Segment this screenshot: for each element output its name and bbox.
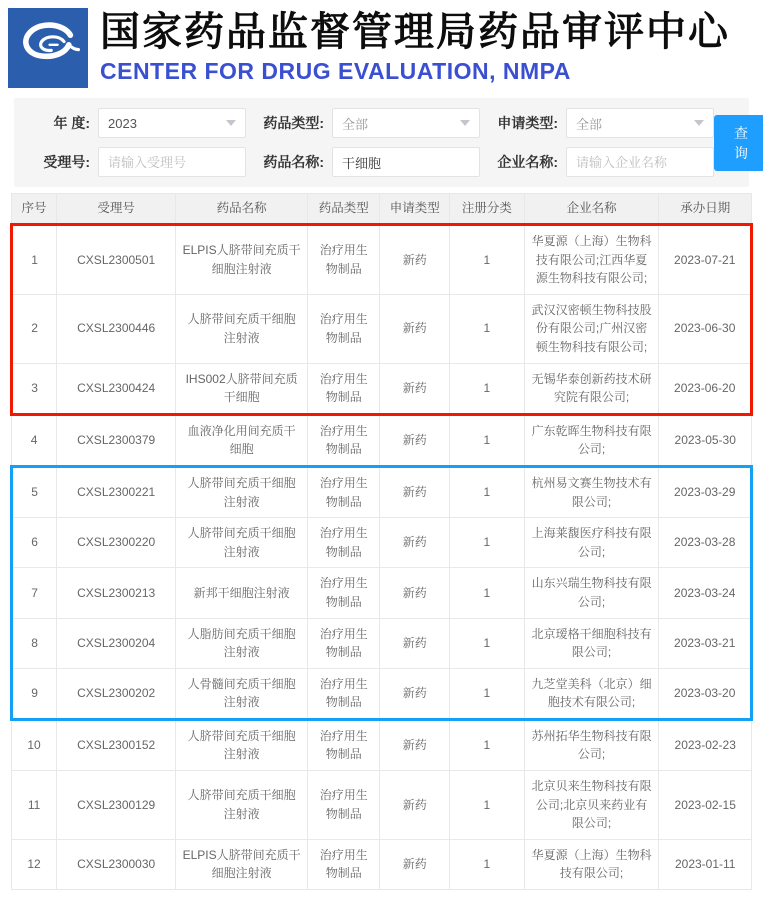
column-header: 注册分类 (450, 194, 525, 225)
search-panel (14, 98, 752, 187)
cell-company: 上海莱馥医疗科技有限公司; (524, 518, 659, 568)
cell-drug-type: 治疗用生物制品 (307, 568, 380, 618)
row-group-red (12, 225, 752, 415)
company-input[interactable] (566, 147, 714, 177)
cell-drug-name: IHS002人脐带间充质干细胞 (176, 363, 308, 414)
drug-name-input[interactable] (332, 147, 480, 177)
cell-date: 2023-03-21 (659, 618, 752, 668)
cell-drug-name: ELPIS人脐带间充质干细胞注射液 (176, 225, 308, 295)
cell-apply-type: 新药 (380, 466, 450, 517)
drug-type-select[interactable] (332, 108, 480, 138)
query-button-area (714, 115, 763, 171)
cell-no: 5 (12, 466, 57, 517)
field-apply-type (494, 108, 714, 138)
cell-company: 苏州拓华生物科技有限公司; (524, 719, 659, 770)
row-group-none (12, 414, 752, 466)
cell-reg-class: 1 (450, 414, 525, 466)
cell-drug-type: 治疗用生物制品 (307, 294, 380, 363)
cell-date: 2023-07-21 (659, 225, 752, 295)
site-header (0, 0, 763, 94)
field-company-name (494, 147, 714, 177)
cell-acceptance-no: CXSL2300446 (57, 294, 176, 363)
cell-reg-class: 1 (450, 668, 525, 719)
search-form (26, 108, 714, 177)
table-row (12, 294, 752, 363)
cell-apply-type: 新药 (380, 294, 450, 363)
cell-date: 2023-05-30 (659, 414, 752, 466)
cell-drug-type: 治疗用生物制品 (307, 771, 380, 840)
cell-acceptance-no: CXSL2300379 (57, 414, 176, 466)
cell-company: 华夏源（上海）生物科技有限公司;江西华夏源生物科技有限公司; (524, 225, 659, 295)
cell-no: 2 (12, 294, 57, 363)
cell-drug-type: 治疗用生物制品 (307, 466, 380, 517)
cell-drug-name: 人脐带间充质干细胞注射液 (176, 466, 308, 517)
cell-acceptance-no: CXSL2300213 (57, 568, 176, 618)
table-row (12, 719, 752, 770)
cell-acceptance-no: CXSL2300220 (57, 518, 176, 568)
cell-apply-type: 新药 (380, 618, 450, 668)
cell-apply-type: 新药 (380, 719, 450, 770)
table-row (12, 771, 752, 840)
row-group-blue (12, 466, 752, 719)
year-select-value: 2023 (108, 115, 137, 131)
cell-reg-class: 1 (450, 839, 525, 889)
cell-reg-class: 1 (450, 225, 525, 295)
cell-drug-name: 新邦干细胞注射液 (176, 568, 308, 618)
cell-apply-type: 新药 (380, 518, 450, 568)
cell-acceptance-no: CXSL2300129 (57, 771, 176, 840)
field-drug-name (260, 147, 480, 177)
table-row (12, 568, 752, 618)
cell-acceptance-no: CXSL2300202 (57, 668, 176, 719)
cell-apply-type: 新药 (380, 839, 450, 889)
cell-no: 6 (12, 518, 57, 568)
chevron-down-icon (226, 120, 236, 126)
cell-apply-type: 新药 (380, 568, 450, 618)
cell-drug-type: 治疗用生物制品 (307, 225, 380, 295)
cell-drug-name: 血液净化用间充质干细胞 (176, 414, 308, 466)
cell-drug-type: 治疗用生物制品 (307, 719, 380, 770)
table-row (12, 668, 752, 719)
chevron-down-icon (694, 120, 704, 126)
cell-acceptance-no: CXSL2300501 (57, 225, 176, 295)
field-drug-type (260, 108, 480, 138)
cell-drug-type: 治疗用生物制品 (307, 668, 380, 719)
cell-drug-type: 治疗用生物制品 (307, 518, 380, 568)
acceptance-label: 受理号: (43, 154, 90, 170)
cell-company: 武汉汉密顿生物科技股份有限公司;广州汉密顿生物科技有限公司; (524, 294, 659, 363)
cell-no: 9 (12, 668, 57, 719)
cell-apply-type: 新药 (380, 414, 450, 466)
drug-type-select-value: 全部 (342, 116, 369, 132)
cell-no: 8 (12, 618, 57, 668)
cell-company: 无锡华泰创新药技术研究院有限公司; (524, 363, 659, 414)
cell-company: 华夏源（上海）生物科技有限公司; (524, 839, 659, 889)
cell-date: 2023-03-20 (659, 668, 752, 719)
cell-drug-name: 人脐带间充质干细胞注射液 (176, 294, 308, 363)
column-header: 药品类型 (307, 194, 380, 225)
table-row (12, 518, 752, 568)
cell-drug-name: 人脂肪间充质干细胞注射液 (176, 618, 308, 668)
year-label: 年 度: (53, 115, 90, 131)
table-row (12, 414, 752, 466)
cell-company: 杭州易文赛生物技术有限公司; (524, 466, 659, 517)
table-head (12, 194, 752, 225)
results-table-wrap (10, 193, 753, 890)
cell-drug-name: 人脐带间充质干细胞注射液 (176, 719, 308, 770)
cell-date: 2023-06-30 (659, 294, 752, 363)
cell-reg-class: 1 (450, 568, 525, 618)
table-row (12, 363, 752, 414)
table-row (12, 839, 752, 889)
cell-company: 广东乾晖生物科技有限公司; (524, 414, 659, 466)
cell-drug-name: 人骨髓间充质干细胞注射液 (176, 668, 308, 719)
cell-reg-class: 1 (450, 466, 525, 517)
drug-name-label: 药品名称: (263, 154, 324, 170)
cell-drug-name: 人脐带间充质干细胞注射液 (176, 518, 308, 568)
cell-no: 1 (12, 225, 57, 295)
row-group-none (12, 719, 752, 889)
chevron-down-icon (460, 120, 470, 126)
column-header: 承办日期 (659, 194, 752, 225)
cell-date: 2023-02-23 (659, 719, 752, 770)
drug-type-label: 药品类型: (263, 115, 324, 131)
year-select[interactable] (98, 108, 246, 138)
query-button[interactable]: 查询 (714, 115, 763, 171)
cell-apply-type: 新药 (380, 225, 450, 295)
apply-type-select-value: 全部 (576, 116, 603, 132)
cell-acceptance-no: CXSL2300152 (57, 719, 176, 770)
cell-date: 2023-03-24 (659, 568, 752, 618)
column-header: 企业名称 (524, 194, 659, 225)
cell-acceptance-no: CXSL2300424 (57, 363, 176, 414)
cell-no: 3 (12, 363, 57, 414)
table-header-row (12, 194, 752, 225)
cell-drug-type: 治疗用生物制品 (307, 363, 380, 414)
table-row (12, 466, 752, 517)
cell-no: 11 (12, 771, 57, 840)
cell-drug-type: 治疗用生物制品 (307, 618, 380, 668)
field-year (26, 108, 246, 138)
cell-no: 4 (12, 414, 57, 466)
cell-date: 2023-06-20 (659, 363, 752, 414)
acceptance-input[interactable] (98, 147, 246, 177)
cde-logo-icon (8, 8, 88, 88)
cell-reg-class: 1 (450, 719, 525, 770)
cell-apply-type: 新药 (380, 668, 450, 719)
cell-company: 九芝堂美科（北京）细胞技术有限公司; (524, 668, 659, 719)
cell-drug-name: ELPIS人脐带间充质干细胞注射液 (176, 839, 308, 889)
company-label: 企业名称: (497, 154, 558, 170)
cell-drug-type: 治疗用生物制品 (307, 839, 380, 889)
cell-reg-class: 1 (450, 294, 525, 363)
header-titles (100, 8, 730, 85)
table-row (12, 225, 752, 295)
cell-date: 2023-02-15 (659, 771, 752, 840)
field-acceptance-no (26, 147, 246, 177)
cell-no: 10 (12, 719, 57, 770)
cell-apply-type: 新药 (380, 771, 450, 840)
cell-reg-class: 1 (450, 618, 525, 668)
cell-acceptance-no: CXSL2300030 (57, 839, 176, 889)
cell-reg-class: 1 (450, 363, 525, 414)
cell-apply-type: 新药 (380, 363, 450, 414)
cell-date: 2023-01-11 (659, 839, 752, 889)
cell-drug-type: 治疗用生物制品 (307, 414, 380, 466)
cell-acceptance-no: CXSL2300204 (57, 618, 176, 668)
cell-drug-name: 人脐带间充质干细胞注射液 (176, 771, 308, 840)
cell-company: 北京贝来生物科技有限公司;北京贝来药业有限公司; (524, 771, 659, 840)
table-row (12, 618, 752, 668)
cell-reg-class: 1 (450, 771, 525, 840)
cell-date: 2023-03-28 (659, 518, 752, 568)
cell-no: 12 (12, 839, 57, 889)
site-title: 国家药品监督管理局药品审评中心 (100, 10, 730, 54)
cell-company: 山东兴瑞生物科技有限公司; (524, 568, 659, 618)
cell-acceptance-no: CXSL2300221 (57, 466, 176, 517)
results-table (10, 193, 753, 890)
apply-type-select[interactable] (566, 108, 714, 138)
column-header: 序号 (12, 194, 57, 225)
column-header: 申请类型 (380, 194, 450, 225)
column-header: 受理号 (57, 194, 176, 225)
cell-reg-class: 1 (450, 518, 525, 568)
cell-no: 7 (12, 568, 57, 618)
cell-company: 北京瑷格干细胞科技有限公司; (524, 618, 659, 668)
column-header: 药品名称 (176, 194, 308, 225)
site-subtitle: CENTER FOR DRUG EVALUATION, NMPA (100, 58, 571, 84)
cell-date: 2023-03-29 (659, 466, 752, 517)
apply-type-label: 申请类型: (497, 115, 558, 131)
